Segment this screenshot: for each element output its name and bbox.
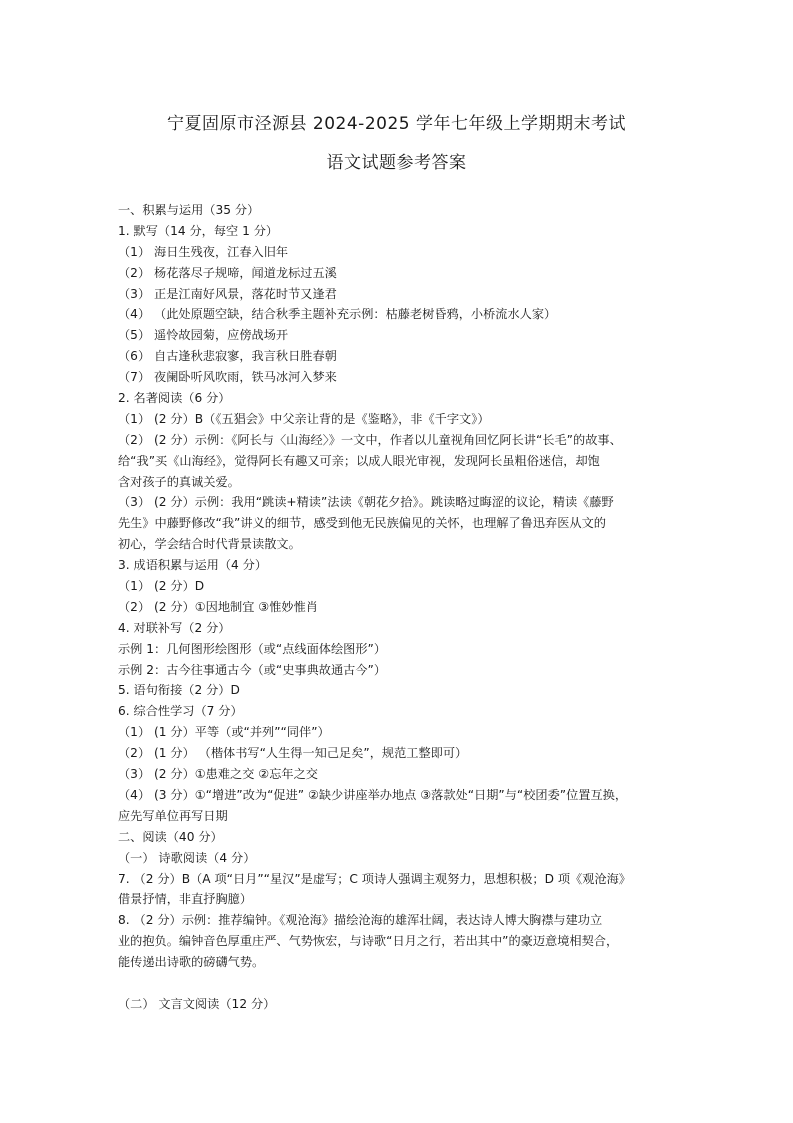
answer-body <box>118 200 686 1015</box>
answer-line: （3） (2 分）示例：我用“跳读+精读”法读《朝花夕拾》。跳读略过晦涩的议论，精读《藤野 <box>118 495 614 510</box>
answer-line: （7） 夜阑卧听风吹雨，铁马冰河入梦来 <box>118 370 337 385</box>
answer-line: （6） 自古逢秋悲寂寥，我言秋日胜春朝 <box>118 349 337 364</box>
document-subtitle: 语文试题参考答案 <box>326 153 467 173</box>
answer-line: 8. （2 分）示例：推荐编钟。《观沧海》描绘沧海的雄浑壮阔，表达诗人博大胸襟与建功立 <box>118 913 603 928</box>
answer-line: （3） 正是江南好风景，落花时节又逢君 <box>118 286 337 301</box>
answer-line: （1） (2 分）B（《五猖会》中父亲让背的是《鉴略》，非《千字文》） <box>118 411 490 426</box>
answer-line: （4） (3 分）①“增进”改为“促进” ②缺少讲座举办地点 ③落款处“日期”与“校团委”位置互换， <box>118 787 628 802</box>
answer-line: 能传递出诗歌的磅礴气势。 <box>118 955 265 970</box>
answer-line: （1） (1 分）平等（或“并列”“同伴”） <box>118 725 330 740</box>
question-heading: 3. 成语积累与运用（4 分） <box>118 558 268 573</box>
subsection-heading: （二） 文言文阅读（12 分） <box>118 996 276 1011</box>
question-heading: 5. 语句衔接（2 分）D <box>118 683 240 698</box>
answer-line: 7. （2 分）B（A 项“日月”“星汉”是虚写；C 项诗人强调主观努力，思想积极；D 项《观沧海》 <box>118 871 631 886</box>
answer-line: （5） 遥怜故园菊，应傍战场开 <box>118 328 289 343</box>
answer-line: 初心，学会结合时代背景读散文。 <box>118 537 301 552</box>
answer-line: 示例 2：古今往事通古今（或“史事典故通古今”） <box>118 662 387 677</box>
answer-line: （1） (2 分）D <box>118 579 205 594</box>
subsection-heading: （一） 诗歌阅读（4 分） <box>118 850 256 865</box>
question-heading: 4. 对联补写（2 分） <box>118 620 231 635</box>
answer-line: （2） (2 分）示例：《阿长与〈山海经〉》一文中，作者以儿童视角回忆阿长讲“长毛”的故事、 <box>118 432 622 447</box>
answer-line: 借景抒情，非直抒胸臆） <box>118 892 253 907</box>
answer-line: （2） 杨花落尽子规啼，闻道龙标过五溪 <box>118 265 337 280</box>
answer-line: （2） (1 分） （楷体书写“人生得一知己足矣”，规范工整即可） <box>118 746 468 761</box>
document-title: 宁夏固原市泾源县 2024-2025 学年七年级上学期期末考试 <box>167 114 626 134</box>
question-heading: 1. 默写（14 分，每空 1 分） <box>118 223 279 238</box>
answer-line: 含对孩子的真诚关爱。 <box>118 474 240 489</box>
answer-line: 业的抱负。编钟音色厚重庄严、气势恢宏，与诗歌“日月之行，若出其中”的豪迈意境相契合， <box>118 934 619 949</box>
blank-line <box>118 973 686 994</box>
section-heading: 一、积累与运用（35 分） <box>118 203 260 217</box>
question-heading: 6. 综合性学习（7 分） <box>118 704 243 719</box>
answer-line: 应先写单位再写日期 <box>118 808 228 823</box>
answer-line: （2） (2 分）①因地制宜 ③惟妙惟肖 <box>118 599 318 614</box>
answer-line: （1） 海日生残夜，江春入旧年 <box>118 244 289 259</box>
answer-line: 给“我”买《山海经》，觉得阿长有趣又可亲；以成人眼光审视，发现阿长虽粗俗迷信，却饱 <box>118 453 600 468</box>
answer-line: （3） (2 分）①患难之交 ②忘年之交 <box>118 767 318 782</box>
answer-line: （4） （此处原题空缺，结合秋季主题补充示例：枯藤老树昏鸦，小桥流水人家） <box>118 307 557 322</box>
answer-line: 示例 1：几何图形绘图形（或“点线面体绘图形”） <box>118 641 387 656</box>
answer-line: 先生》中藤野修改“我”讲义的细节，感受到他无民族偏见的关怀，也理解了鲁迅弃医从文的 <box>118 516 606 531</box>
question-heading: 2. 名著阅读（6 分） <box>118 391 231 406</box>
section-heading: 二、阅读（40 分） <box>118 829 223 844</box>
